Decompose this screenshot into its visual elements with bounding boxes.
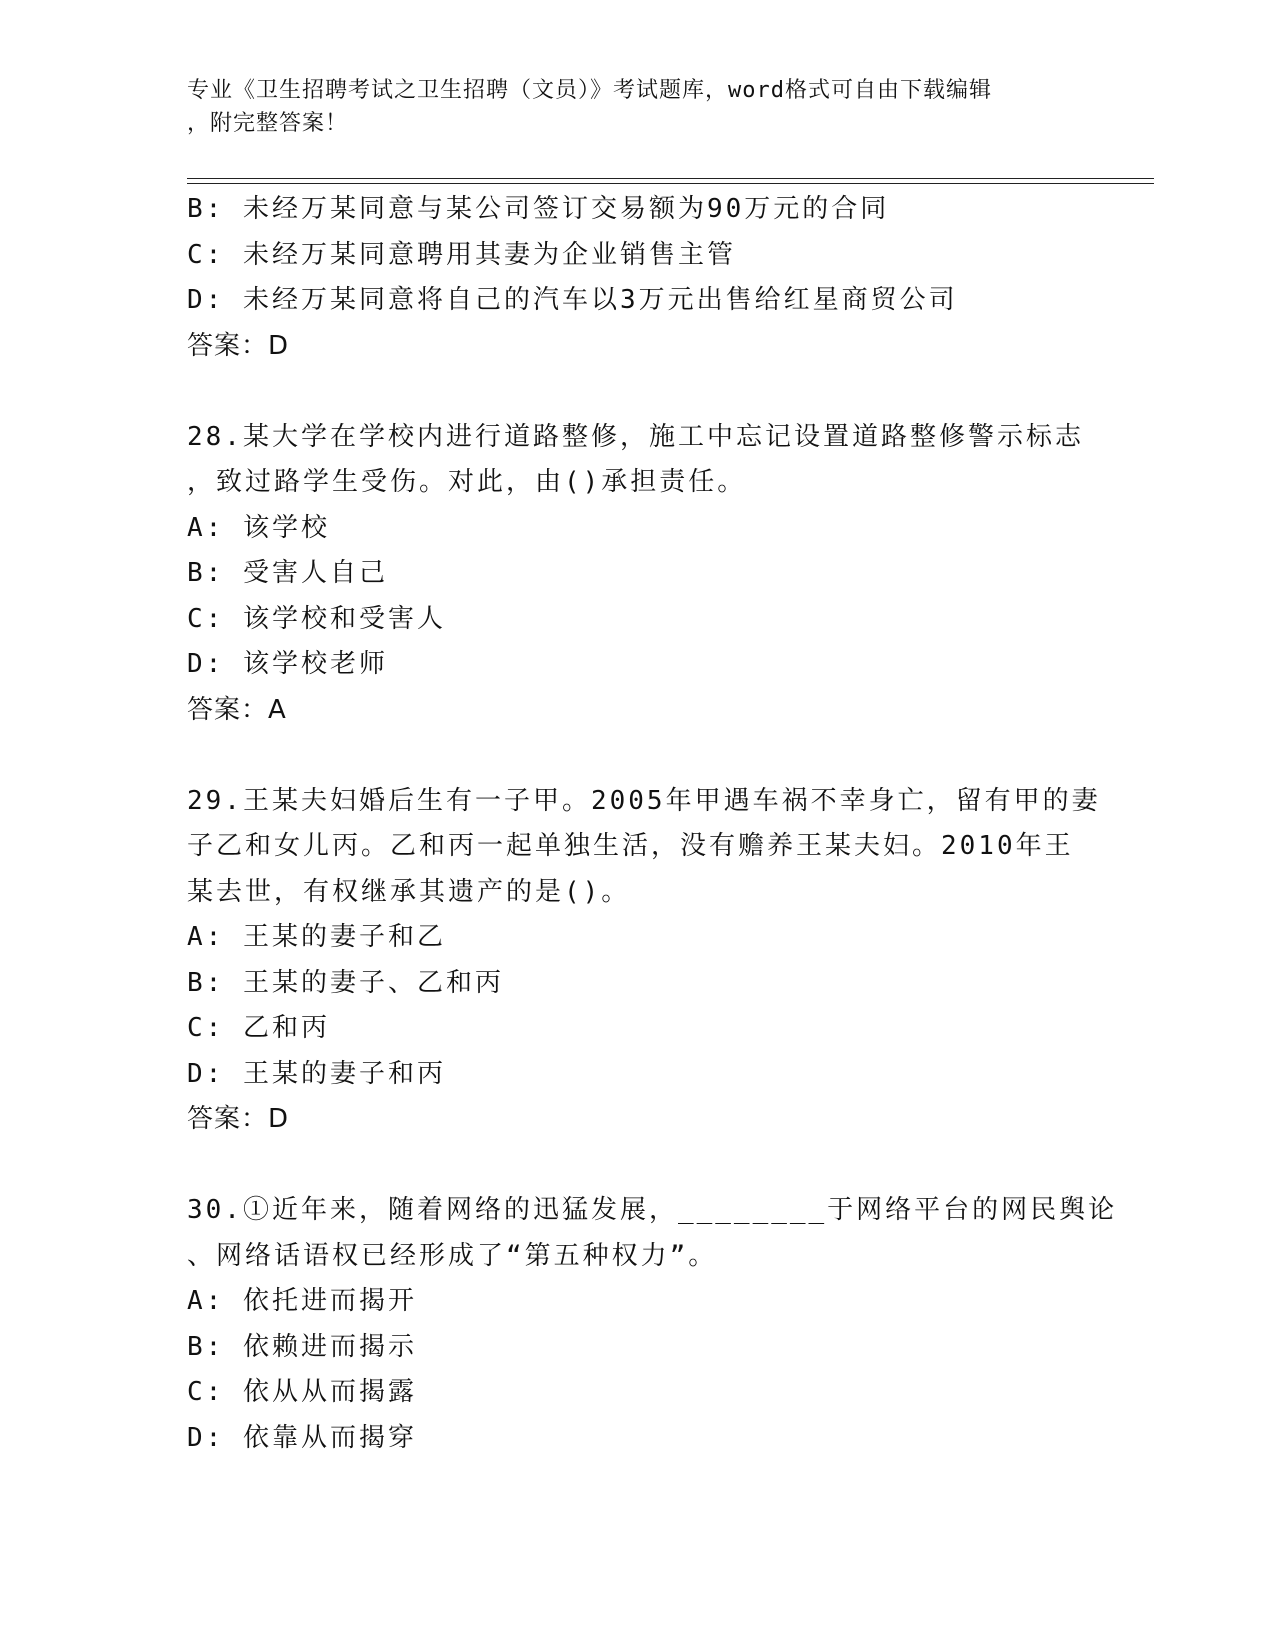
option-b: B: 受害人自己 (187, 558, 388, 588)
header-divider-top (187, 178, 1154, 179)
question-spacer (187, 1143, 1087, 1189)
option-d: D: 依靠从而揭穿 (187, 1422, 417, 1453)
header-divider-bottom (187, 183, 1154, 184)
option-d: D: 王某的妻子和丙 (187, 1058, 446, 1089)
question-text-line-2: 子乙和女儿丙。乙和丙一起单独生活，没有赡养王某夫妇。2010年王 (187, 831, 1074, 861)
question-spacer (187, 369, 1087, 415)
question-list (187, 187, 1118, 1461)
header-line-1: 专业《卫生招聘考试之卫生招聘（文员）》考试题库，word格式可自由下载编辑 (187, 78, 992, 103)
option-a: A: 王某的妻子和乙 (187, 922, 446, 952)
document-header (187, 74, 1067, 140)
question-text-line-1: 30.①近年来，随着网络的迅猛发展，________于网络平台的网民舆论 (187, 1195, 1118, 1225)
question-27 (187, 187, 1087, 369)
question-text-line-2: 、网络话语权已经形成了“第五种权力”。 (187, 1240, 718, 1271)
option-a: A: 依托进而揭开 (187, 1286, 417, 1316)
option-c: C: 未经万某同意聘用其妻为企业销售主管 (187, 239, 736, 270)
question-29 (187, 779, 1101, 1143)
question-30 (187, 1188, 1118, 1461)
option-c: C: 该学校和受害人 (187, 603, 446, 634)
option-c: C: 乙和丙 (187, 1013, 330, 1043)
option-b: B: 王某的妻子、乙和丙 (187, 967, 504, 998)
option-d: D: 该学校老师 (187, 649, 388, 679)
answer: 答案：A (187, 694, 287, 725)
option-c: C: 依从从而揭露 (187, 1377, 417, 1407)
question-text-line-3: 某去世，有权继承其遗产的是()。 (187, 876, 631, 907)
option-b: B: 依赖进而揭示 (187, 1331, 417, 1362)
answer: 答案：D (187, 1104, 290, 1134)
question-28 (187, 415, 1087, 734)
question-text-line-1: 28.某大学在学校内进行道路整修，施工中忘记设置道路整修警示标志 (187, 421, 1084, 452)
option-b: B: 未经万某同意与某公司签订交易额为90万元的合同 (187, 194, 890, 224)
header-line-2: ，附完整答案！ (187, 111, 349, 136)
question-text-line-2: ，致过路学生受伤。对此，由()承担责任。 (187, 467, 747, 497)
answer: 答案：D (187, 330, 290, 361)
question-spacer (187, 733, 1087, 779)
option-d: D: 未经万某同意将自己的汽车以3万元出售给红星商贸公司 (187, 285, 958, 315)
option-a: A: 该学校 (187, 512, 330, 543)
question-text-line-1: 29.王某夫妇婚后生有一子甲。2005年甲遇车祸不幸身亡，留有甲的妻 (187, 785, 1101, 816)
